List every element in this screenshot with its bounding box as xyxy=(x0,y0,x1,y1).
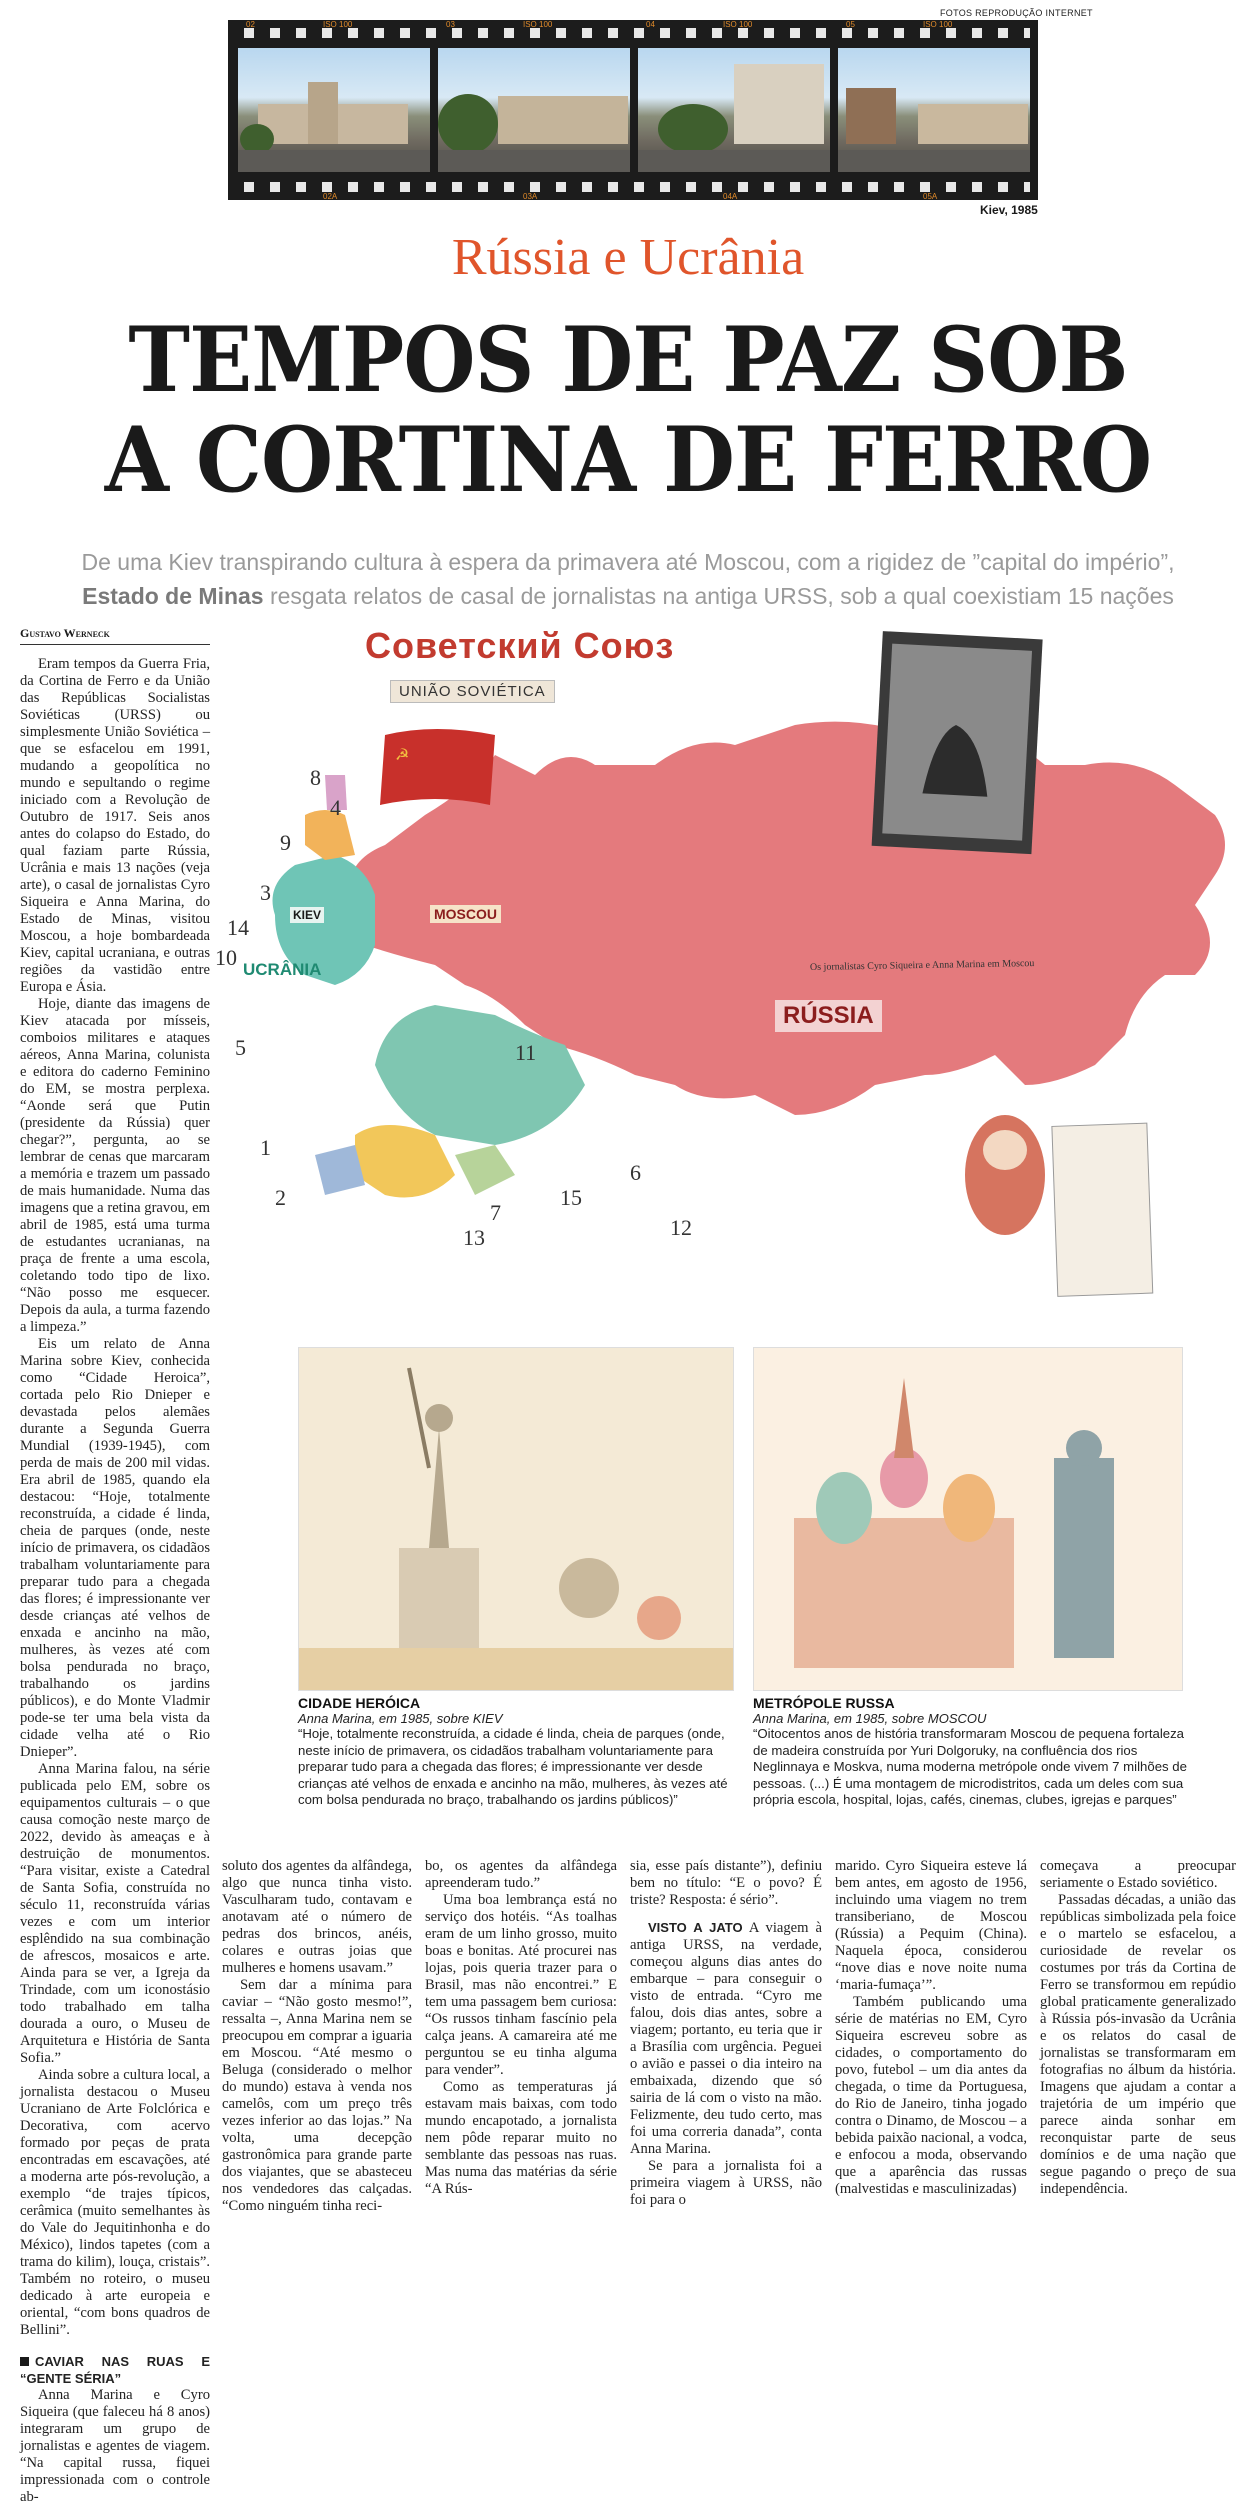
deck-line xyxy=(60,579,1196,613)
headline-line: A CORTINA DE FERRO xyxy=(104,407,1152,513)
film-iso-mark: ISO 100 xyxy=(923,20,953,29)
body-paragraph: Hoje, diante das imagens de Kiev atacada por mísseis, comboios militares e ataques aéreos, Anna Marina, colunista e editora do caderno Feminino do EM, se mostra perplexa. “Aonde será que Putin (presidente da Rússia) quer chegar?”, pergunta, ao se lembrar de cenas que marcaram a memória e trazem um passado de mais humanidade. Numa das imagens que a retina gravou, em abril de 1985, está uma turma de estudantes ucranianas, na praça de frente a uma escola, coletando todo tipo de lixo. “Não posso me esquecer. Depois da aula, a turma fazendo a limpeza.” xyxy=(20,996,210,1335)
body-paragraph: começava a preocupar seriamente o Estado soviético. xyxy=(1040,1858,1236,1891)
map-number: 6 xyxy=(630,1160,641,1185)
subhead: CAVIAR NAS RUAS E “GENTE SÉRIA” xyxy=(20,2354,210,2386)
map-number: 15 xyxy=(560,1185,582,1210)
body-column xyxy=(222,1858,412,2214)
map-number: 12 xyxy=(670,1215,692,1240)
map-label-kiev: KIEV xyxy=(290,907,324,923)
subhead: VISTO A JATO xyxy=(648,1920,743,1935)
photo-credit: FOTOS REPRODUÇÃO INTERNET xyxy=(940,8,1093,18)
film-frame-mark: 05A xyxy=(923,192,938,201)
film-frame-mark: 02A xyxy=(323,192,338,201)
byline: Gustavo Werneck xyxy=(20,626,210,645)
photo-frame-kiev-street xyxy=(238,48,430,172)
body-paragraph: Uma boa lembrança está no serviço dos hotéis. “As toalhas eram de um linho grosso, muito boas e bonitas. Até procurei nas lojas, pois queria trazer para o Brasil, mas não encontrei.” E tem uma passagem bem curiosa: “Os russos tinham fascínio pela calça jeans. A camareira até me perguntou se eu tinha alguma para vender”. xyxy=(425,1892,617,2078)
caption-subtitle: Anna Marina, em 1985, sobre MOSCOU xyxy=(753,1711,987,1726)
body-paragraph: Anna Marina e Cyro Siqueira (que faleceu há 8 anos) integraram um grupo de jornalistas e agentes de viagem. “Na capital russa, fiquei impressionada com o controle ab- xyxy=(20,2387,210,2505)
map-number: 14 xyxy=(227,915,249,940)
body-paragraph: bo, os agentes da alfândega apreenderam tudo.” xyxy=(425,1858,617,1891)
illustration-moscow xyxy=(753,1347,1183,1691)
map-number: 1 xyxy=(260,1135,271,1160)
photo-frame-kiev-square xyxy=(838,48,1030,172)
body-column xyxy=(630,1858,822,2208)
film-sprocket-top xyxy=(236,28,1030,38)
map-number: 13 xyxy=(463,1225,485,1250)
svg-text:☭: ☭ xyxy=(395,745,410,764)
body-paragraph: Ainda sobre a cultura local, a jornalista destacou o Museu Ucraniano de Arte Folclórica e Decorativa, com acervo formado por peças de prata encontradas em escavações, até a moderna arte pós-revolução, a exemplo “de trajes típicos, cerâmica (muito semelhantes às do Vale do Jequitinhonha e do México), lindos tapetes (com a trama do kilim), louça, cristais”. Também no roteiro, o museu dedicado à arte europeia e oriental, “com bons quadros de Bellini”. xyxy=(20,2067,210,2338)
film-frame-mark: 04A xyxy=(723,192,738,201)
photo-frame-kiev-avenue xyxy=(438,48,630,172)
central-asia-shape-2 xyxy=(455,1145,515,1195)
map-number: 3 xyxy=(260,880,271,905)
caption-text: “Hoje, totalmente reconstruída, a cidade é linda, cheia de parques (onde, neste início de primavera, os cidadãos trabalham voluntariamente para preparar tudo para a chegada das flores; é impressionante ver desde crianças até velhos de enxada e ancinho na mão, mulheres, às vezes até com bolsa pendurada no braço, trabalhando os jardins públicos)” xyxy=(298,1726,728,1807)
film-iso-mark: ISO 100 xyxy=(523,20,553,29)
film-iso-mark: ISO 100 xyxy=(723,20,753,29)
film-frame-number: 02 xyxy=(246,20,255,29)
caption-title: CIDADE HERÓICA xyxy=(298,1695,421,1711)
film-sprocket-bottom xyxy=(236,182,1030,192)
film-frame-number: 03 xyxy=(446,20,455,29)
map-number: 9 xyxy=(280,830,291,855)
caption-moscow xyxy=(753,1695,1193,1809)
body-paragraph: Passadas décadas, a união das repúblicas simbolizada pela foice e o martelo se esfacelou, a curiosidade de revelar os costumes por trás da Cortina de Ferro se transformou em repúdio global praticamente generalizado à Rússia pós-invasão da Ucrânia e os relatos do casal de jornalistas se transformaram em fotografias no álbum da história. Imagens que ajudam a contar a trajetória de um império que parece ainda sonhar em reconquistar parte de seus domínios e de uma nação que segue pagando o preço de sua independência. xyxy=(1040,1892,1236,2197)
map-label-russia: RÚSSIA xyxy=(775,1000,882,1032)
photo-frame-kiev-building xyxy=(638,48,830,172)
ussr-map-illustration xyxy=(215,615,1245,1327)
film-frame-mark: 03A xyxy=(523,192,538,201)
caption-text: “Oitocentos anos de história transformaram Moscou de pequena fortaleza de madeira construída por Yuri Dolgoruky, na confluência dos rios Neglinnaya e Moskva, numa moderna metrópole onde vivem 7 milhões de pessoas. (...) É uma montagem de microdistritos, cada um deles com sua própria escola, hospital, lojas, cafés, cinemas, clubes, igrejas e parques” xyxy=(753,1726,1187,1807)
map-number: 5 xyxy=(235,1035,246,1060)
map-title-cyrillic: Советский Союз xyxy=(365,625,675,666)
map-number: 4 xyxy=(330,795,341,820)
central-asia-shape xyxy=(355,1125,455,1198)
body-paragraph: marido. Cyro Siqueira esteve lá bem antes, em agosto de 1956, incluindo uma viagem no trem transiberiano, de Moscou (Rússia) a Pequim (China). Naquela época, considerou “nove dias e nove noite numa ‘maria-fumaça’”. xyxy=(835,1858,1027,1993)
body-paragraph: Sem dar a mínima para caviar – “Não gosto mesmo!”, ressalta –, Anna Marina nem se preocupou em comprar a iguaria em Moscou. “Até mesmo o Beluga (considerado o melhor do mundo) estava à venda nos camelôs, com um preço três vezes inferior ao das lojas.” Na volta, uma decepção gastronômica para grande parte dos viajantes, que se abasteceu nos vendedores das calçadas. “Como ninguém tinha reci- xyxy=(222,1977,412,2214)
body-paragraph: Eis um relato de Anna Marina sobre Kiev, conhecida como “Cidade Heroica”, cortada pelo Rio Dnieper e devastada pelos alemães durante a Segunda Guerra Mundial (1939-1945), com perda de mais de 200 mil vidas. Era abril de 1985, quando ela destacou: “Hoje, totalmente reconstruída, a cidade é linda, cheia de parques (onde, neste início de primavera, os cidadãos trabalham voluntariamente para preparar tudo para a chegada das flores; é impressionante ver desde crianças até velhos de enxada e ancinho na mão, mulheres, às vezes até com bolsa pendurada no braço, trabalhando os jardins públicos), e do Monte Vladmir pode-se ter uma bela vista da cidade velha até o Rio Dnieper”. xyxy=(20,1336,210,1760)
body-paragraph: Como as temperaturas já estavam mais baixas, com todo mundo encapotado, a jornalista nem pôde reparar muito no semblante das pessoas nas ruas. Mas numa das matérias da série “A Rús- xyxy=(425,2079,617,2197)
map-number: 2 xyxy=(275,1185,286,1210)
body-column xyxy=(1040,1858,1236,2197)
kicker: Rússia e Ucrânia xyxy=(451,229,805,286)
map-number: 10 xyxy=(215,945,237,970)
soviet-flag xyxy=(380,729,495,805)
film-iso-mark: ISO 100 xyxy=(323,20,353,29)
film-frame-number: 05 xyxy=(846,20,855,29)
map-number: 8 xyxy=(310,765,321,790)
caption-title: METRÓPOLE RUSSA xyxy=(753,1695,895,1711)
photo-caption: Kiev, 1985 xyxy=(980,203,1038,217)
body-paragraph: Também publicando uma série de matérias no EM, Cyro Siqueira escreveu sobre as cidades, o comportamento do povo, futebol – um dia antes da chegada, o time da Portuguesa, do Rio de Janeiro, tinha jogado contra o Dinamo, de Moscou – a bebida paixão nacional, a vodca, e enfocou a moda, observando que a aparência das russas (malvestidas e masculinizadas) xyxy=(835,1994,1027,2197)
deck xyxy=(60,545,1196,613)
left-column xyxy=(20,656,210,2505)
body-paragraph: A viagem à antiga URSS, na verdade, começou alguns dias antes do embarque – para conseguir o visto de entrada. “Cyro me falou, dois dias antes, sobre a viagem; portanto, eu teria que ir a Brasília com urgência. Peguei o avião e passei o dia inteiro na embaixada, dizendo que só sairia de lá com o visto na mão. Felizmente, deu tudo certo, mas foi uma correria danada”, conta Anna Marina. xyxy=(630,1920,822,2157)
filmstrip-photo xyxy=(228,20,1038,200)
body-paragraph: Anna Marina falou, na série publicada pelo EM, sobre os equipamentos culturais – o que causa comoção neste março de 2022, devido às ameaças e à destruição de monumentos. “Para visitar, existe a Catedral de Santa Sofia, construída no século 11, reconstruída várias vezes e com um interior esplêndido na sua combinação de afrescos, mosaicos e arte. Ainda para se ver, a Igreja da Trindade, com um iconostásio todo trabalhado em talha dourada a ouro, o Museu de Arquitetura e História de Santa Sofia.” xyxy=(20,1761,210,2066)
body-column xyxy=(835,1858,1027,2197)
deck-line-rest: resgata relatos de casal de jornalistas na antiga URSS, sob a qual coexistiam 15 nações xyxy=(263,583,1174,609)
map-title-pt: UNIÃO SOVIÉTICA xyxy=(390,680,555,703)
caption-subtitle: Anna Marina, em 1985, sobre KIEV xyxy=(298,1711,503,1726)
deck-line: De uma Kiev transpirando cultura à espera da primavera até Moscou, com a rigidez de ”capital do império”, xyxy=(81,549,1175,575)
map-label-ucrania: UCRÂNIA xyxy=(243,960,322,979)
map-number: 11 xyxy=(515,1040,537,1065)
headline xyxy=(50,307,1206,513)
legend-paper xyxy=(1052,1123,1153,1296)
illustration-kiev xyxy=(298,1347,734,1691)
body-paragraph: sia, esse país distante”), definiu bem no título: “E o povo? É triste? Resposta: é sério”. xyxy=(630,1858,822,1908)
deck-newspaper-name: Estado de Minas xyxy=(82,583,264,609)
headline-line: TEMPOS DE PAZ SOB xyxy=(128,307,1128,413)
map-label-moscou: MOSCOU xyxy=(430,905,501,923)
body-paragraph: Se para a jornalista foi a primeira viagem à URSS, não foi para o xyxy=(630,2158,822,2208)
caption-kiev xyxy=(298,1695,738,1809)
map-photo-caption: Os jornalistas Cyro Siqueira e Anna Marina em Moscou xyxy=(809,958,1035,973)
map-number: 7 xyxy=(490,1200,501,1225)
film-frame-number: 04 xyxy=(646,20,655,29)
body-column xyxy=(425,1858,617,2197)
body-paragraph: Eram tempos da Guerra Fria, da Cortina de Ferro e da União das Repúblicas Socialistas Soviéticas (URSS) ou simplesmente União Soviética – que se esfacelou em 1991, mudando a geopolítica no mundo e sepultando o regime iniciado com a Revolução de Outubro de 1917. Seis anos antes do colapso do Estado, do qual faziam parte Rússia, Ucrânia e mais 13 nações (veja arte), o casal de jornalistas Cyro Siqueira e Anna Marina, do Estado de Minas, visitou Moscou, a hoje bombardeada Kiev, capital ucraniana, e outras regiões da vastidão entre Europa e Ásia. xyxy=(20,656,210,995)
body-paragraph: soluto dos agentes da alfândega, algo que nunca tinha visto. Vasculharam tudo, contavam e anotavam até o número de pedras dos brincos, anéis, colares e outras joias que mulheres e homens usavam.” xyxy=(222,1858,412,1976)
